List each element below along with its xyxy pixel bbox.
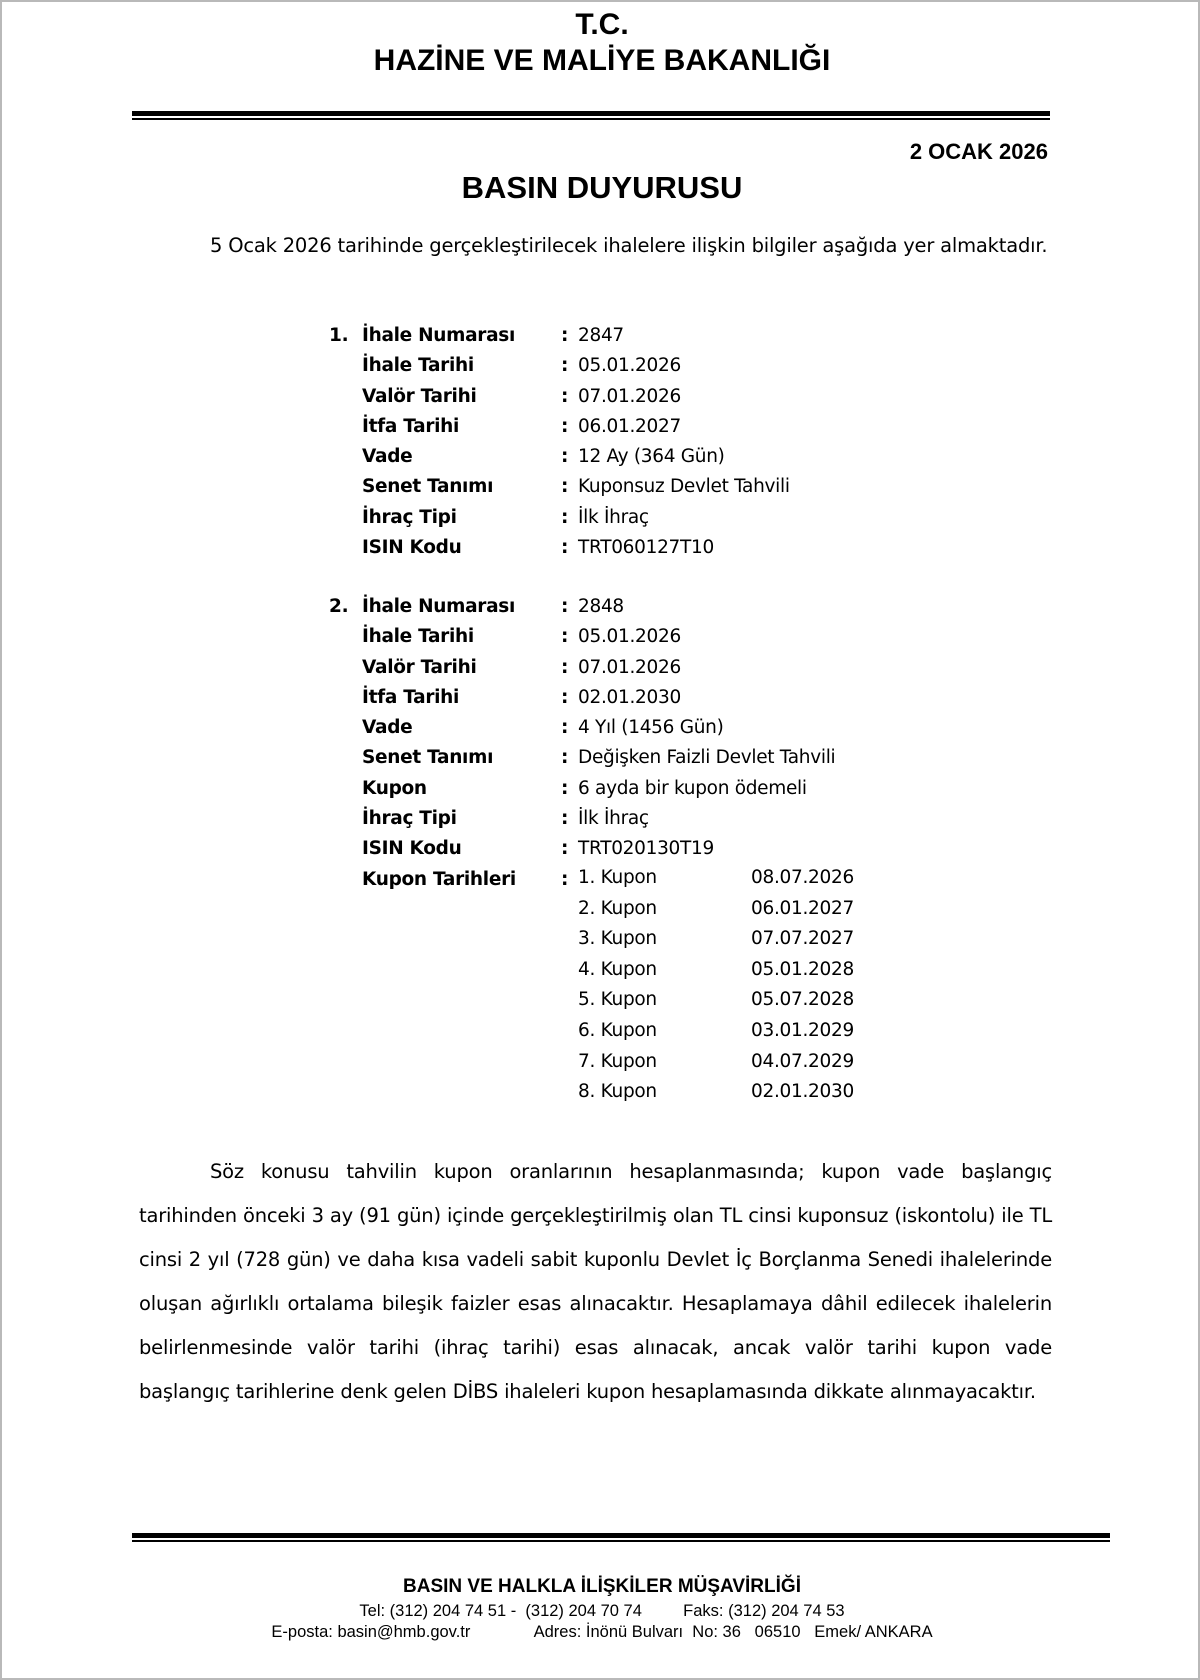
coupon-dates-list	[578, 863, 878, 1108]
field-colon: :	[561, 747, 569, 769]
coupon-date: 05.01.2028	[751, 958, 854, 980]
footer-contact-line: E-posta: basin@hmb.gov.tr Adres: İnönü Bulvarı No: 36 06510 Emek/ ANKARA	[271, 1623, 933, 1641]
coupon-name: 6. Kupon	[578, 1019, 657, 1041]
coupon-row	[578, 863, 878, 894]
field-colon: :	[561, 537, 569, 559]
header-tc: T.C.	[575, 8, 629, 41]
coupon-name: 5. Kupon	[578, 989, 657, 1011]
coupon-date: 02.01.2030	[751, 1081, 854, 1103]
coupon-row	[578, 924, 878, 955]
field-label: Vade	[362, 717, 413, 739]
coupon-name: 1. Kupon	[578, 867, 657, 888]
field-colon: :	[561, 686, 569, 708]
field-value: İlk İhraç	[578, 506, 649, 528]
field-colon: :	[561, 868, 569, 890]
field-label: Senet Tanımı	[362, 476, 494, 498]
coupon-name: 4. Kupon	[578, 958, 657, 980]
field-label: Valör Tarihi	[362, 385, 477, 407]
field-value: 06.01.2027	[578, 415, 681, 437]
closing-paragraph: Söz konusu tahvilin kupon oranlarının hesaplanmasında; kupon vade başlangıç tarihinden önceki 3 ay (91 gün) içinde gerçekleştirilmiş olan TL cinsi kuponsuz (iskontolu) ile TL cinsi 2 yıl (728 gün) ve daha kısa vadeli sabit kuponlu Devlet İç Borçlanma Senedi ihalelerinde oluşan ağırlıklı ortalama bileşik faizler esas alınacaktır. Hesaplamaya dâhil edilecek ihalelerin belirlenmesinde valör tarihi (ihraç tarihi) esas alınacak, ancak valör tarihi kupon vade başlangıç tarihlerine denk gelen DİBS ihaleleri kupon hesaplamasında dikkate alınmayacaktır.	[139, 1160, 1052, 1403]
field-label: İhale Numarası	[362, 596, 516, 617]
coupon-row	[578, 1077, 878, 1108]
field-label: Valör Tarihi	[362, 656, 477, 678]
header-ministry: HAZİNE VE MALİYE BAKANLIĞI	[373, 44, 831, 77]
field-colon: :	[561, 808, 569, 830]
field-colon: :	[561, 476, 569, 498]
field-label: Kupon Tarihleri	[362, 868, 516, 890]
intro-paragraph: 5 Ocak 2026 tarihinde gerçekleştirilecek ihalelere ilişkin bilgiler aşağıda yer almaktadır.	[210, 234, 1048, 257]
coupon-name: 7. Kupon	[578, 1050, 657, 1072]
field-value: 2847	[578, 325, 624, 346]
field-label: İtfa Tarihi	[362, 686, 460, 708]
auction-number: 1.	[329, 325, 349, 346]
field-colon: :	[561, 355, 569, 377]
field-value: 4 Yıl (1456 Gün)	[578, 717, 724, 739]
field-label: ISIN Kodu	[362, 537, 462, 559]
field-value: 2848	[578, 596, 624, 617]
field-value: TRT060127T10	[578, 537, 714, 559]
field-colon: :	[561, 777, 569, 799]
coupon-name: 2. Kupon	[578, 897, 657, 919]
coupon-date: 04.07.2029	[751, 1050, 854, 1072]
field-label: İhale Numarası	[362, 325, 516, 346]
field-label: Senet Tanımı	[362, 747, 494, 769]
coupon-name: 8. Kupon	[578, 1081, 657, 1103]
field-value: Değişken Faizli Devlet Tahvili	[578, 747, 836, 769]
coupon-row	[578, 955, 878, 986]
field-colon: :	[561, 506, 569, 528]
field-value: 6 ayda bir kupon ödemeli	[578, 777, 807, 799]
footer-phone-line: Tel: (312) 204 74 51 - (312) 204 70 74 Faks: (312) 204 74 53	[359, 1602, 845, 1620]
coupon-date: 07.07.2027	[751, 928, 854, 950]
field-label: İhraç Tipi	[362, 808, 457, 830]
field-colon: :	[561, 446, 569, 468]
field-label: Kupon	[362, 777, 427, 799]
coupon-date: 05.07.2028	[751, 989, 854, 1011]
field-value: 07.01.2026	[578, 656, 681, 678]
field-colon: :	[561, 838, 569, 860]
coupon-row	[578, 985, 878, 1016]
page-title: BASIN DUYURUSU	[461, 170, 743, 205]
field-colon: :	[561, 596, 569, 617]
field-label: ISIN Kodu	[362, 838, 462, 860]
field-value: 07.01.2026	[578, 385, 681, 407]
field-label: İhale Tarihi	[362, 626, 474, 648]
auction-number: 2.	[329, 596, 349, 617]
field-colon: :	[561, 385, 569, 407]
field-value: Kuponsuz Devlet Tahvili	[578, 476, 790, 498]
field-colon: :	[561, 717, 569, 739]
coupon-date: 06.01.2027	[751, 897, 854, 919]
field-value: TRT020130T19	[578, 838, 714, 860]
footer-organization: BASIN VE HALKLA İLİŞKİLER MÜŞAVİRLİĞİ	[403, 1576, 801, 1597]
field-value: 05.01.2026	[578, 626, 681, 648]
field-label: İhraç Tipi	[362, 506, 457, 528]
field-value: İlk İhraç	[578, 808, 649, 830]
coupon-name: 3. Kupon	[578, 928, 657, 950]
announcement-date: 2 OCAK 2026	[909, 139, 1048, 164]
coupon-date: 08.07.2026	[751, 867, 854, 888]
coupon-row	[578, 894, 878, 925]
field-colon: :	[561, 325, 569, 346]
field-colon: :	[561, 656, 569, 678]
field-value: 02.01.2030	[578, 686, 681, 708]
field-label: İhale Tarihi	[362, 355, 474, 377]
coupon-row	[578, 1016, 878, 1047]
field-label: Vade	[362, 446, 413, 468]
field-value: 05.01.2026	[578, 355, 681, 377]
coupon-row	[578, 1047, 878, 1078]
field-value: 12 Ay (364 Gün)	[578, 446, 725, 468]
field-label: İtfa Tarihi	[362, 415, 460, 437]
coupon-date: 03.01.2029	[751, 1019, 854, 1041]
field-colon: :	[561, 626, 569, 648]
field-colon: :	[561, 415, 569, 437]
